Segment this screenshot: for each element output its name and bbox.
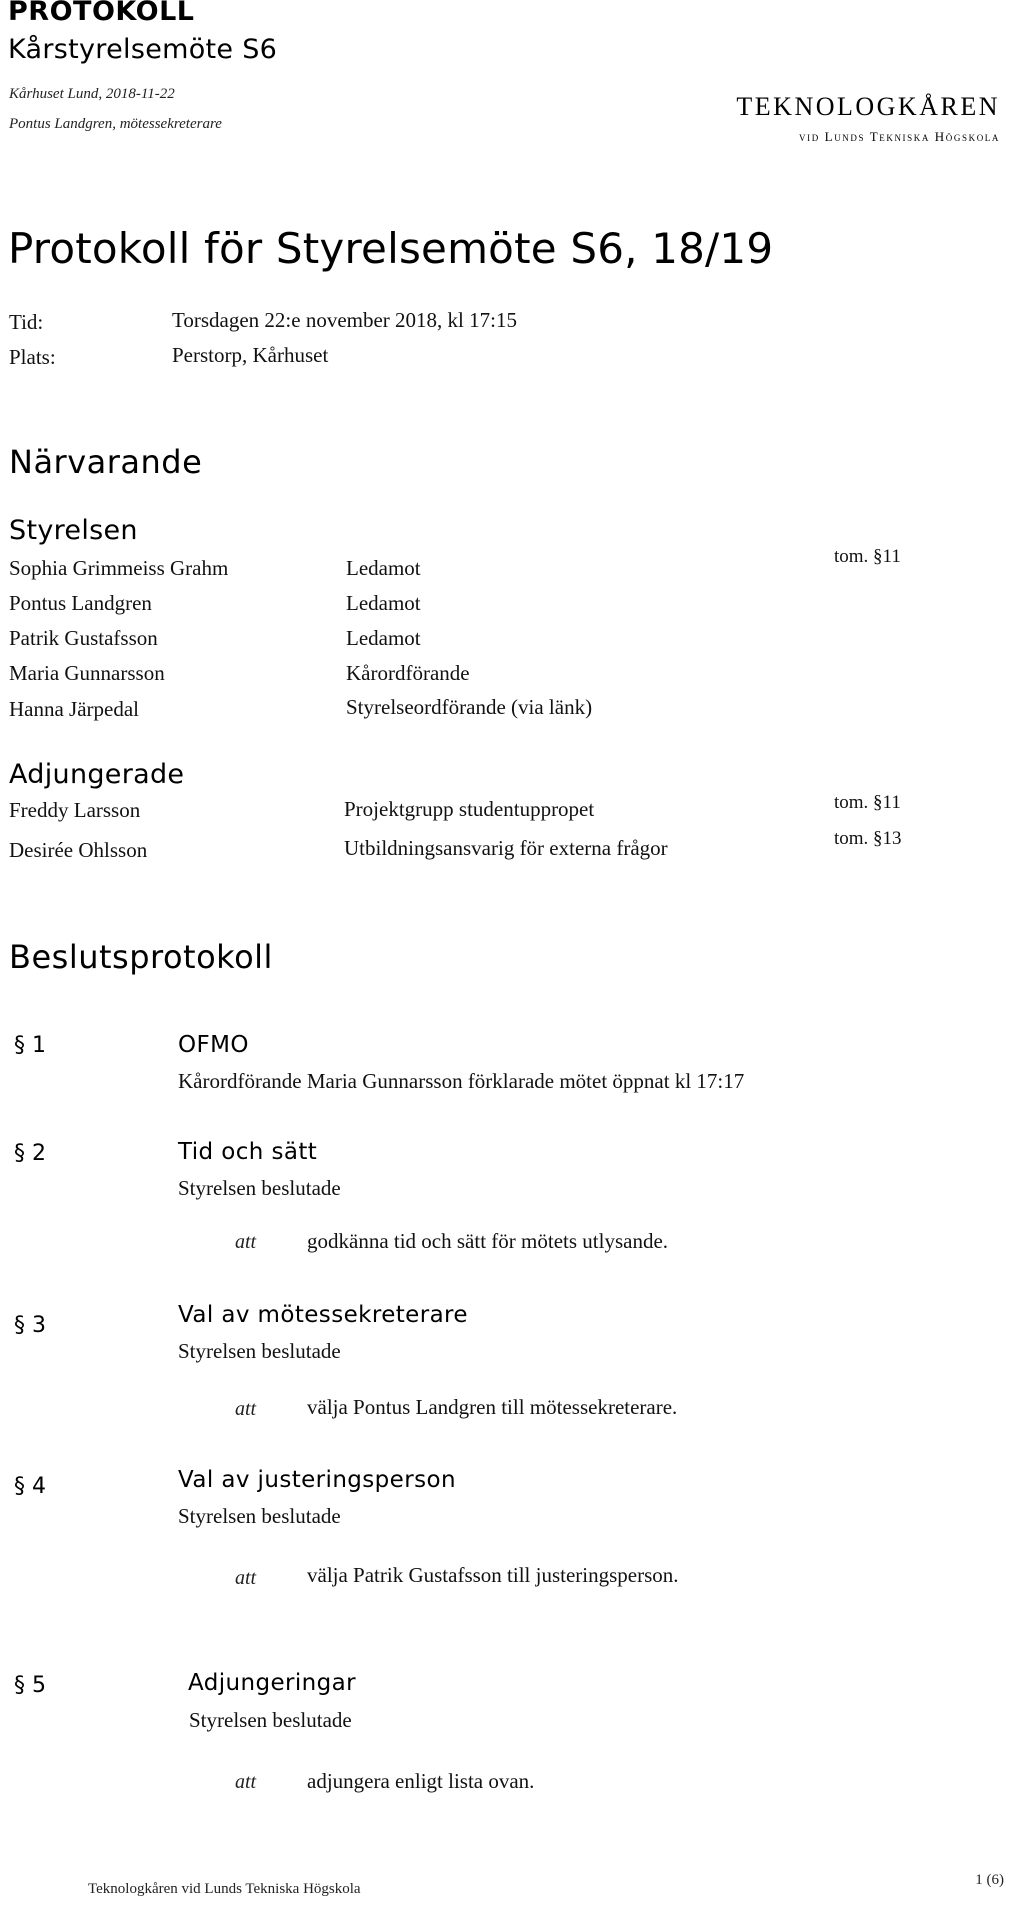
member-name: Sophia Grimmeiss Grahm: [9, 556, 229, 580]
decision-text: välja Pontus Landgren till mötessekreterare.: [307, 1395, 678, 1419]
board-heading: Styrelsen: [9, 515, 138, 546]
adjunct-role: Projektgrupp studentuppropet: [344, 797, 595, 821]
time-value: Torsdagen 22:e november 2018, kl 17:15: [172, 308, 517, 332]
paragraph-body: Styrelsen beslutade: [178, 1339, 341, 1363]
member-name: Patrik Gustafsson: [9, 626, 158, 650]
paragraph-body: Kårordförande Maria Gunnarsson förklarade mötet öppnat kl 17:17: [178, 1069, 745, 1093]
member-name: Hanna Järpedal: [9, 697, 140, 721]
adjunct-name: Desirée Ohlsson: [9, 838, 148, 862]
paragraph-title: OFMO: [178, 1032, 249, 1058]
footer-org: Teknologkåren vid Lunds Tekniska Högskola: [88, 1881, 361, 1897]
att-marker: att: [235, 1398, 257, 1420]
document-title: Protokoll för Styrelsemöte S6, 18/19: [8, 224, 774, 273]
adjunct-note: tom. §11: [834, 792, 901, 813]
paragraph-number: § 1: [14, 1033, 46, 1058]
place-label: Plats:: [9, 345, 56, 369]
attendance-heading: Närvarande: [9, 443, 203, 481]
decisions-heading: Beslutsprotokoll: [9, 938, 273, 976]
place-value: Perstorp, Kårhuset: [172, 343, 329, 367]
org-logo-subtitle: vid Lunds Tekniska Högskola: [799, 129, 1000, 144]
member-role: Ledamot: [346, 591, 421, 615]
member-role: Styrelseordförande (via länk): [346, 695, 593, 719]
paragraph-number: § 3: [14, 1313, 46, 1338]
paragraph-body: Styrelsen beslutade: [189, 1708, 352, 1732]
author-line: Pontus Landgren, mötessekreterare: [9, 116, 222, 132]
decision-text: adjungera enligt lista ovan.: [307, 1769, 535, 1793]
member-role: Ledamot: [346, 626, 421, 650]
member-role: Kårordförande: [346, 661, 470, 685]
paragraph-title: Val av justeringsperson: [178, 1467, 456, 1493]
adjunct-name: Freddy Larsson: [9, 798, 141, 822]
document-type: PROTOKOLL: [8, 0, 195, 27]
paragraph-number: § 5: [14, 1673, 46, 1698]
att-marker: att: [235, 1771, 257, 1793]
org-logo-name: TEKNOLOGKÅREN: [736, 92, 1000, 121]
paragraph-number: § 2: [14, 1141, 46, 1166]
paragraph-body: Styrelsen beslutade: [178, 1176, 341, 1200]
paragraph-body: Styrelsen beslutade: [178, 1504, 341, 1528]
adjunct-heading: Adjungerade: [9, 759, 185, 790]
att-marker: att: [235, 1567, 257, 1589]
paragraph-title: Val av mötessekreterare: [178, 1302, 468, 1328]
page-number: 1 (6): [975, 1872, 1004, 1888]
decision-text: välja Patrik Gustafsson till justeringsperson.: [307, 1563, 679, 1587]
paragraph-title: Adjungeringar: [188, 1670, 356, 1696]
adjunct-note: tom. §13: [834, 828, 902, 849]
att-marker: att: [235, 1231, 257, 1253]
member-name: Pontus Landgren: [9, 591, 152, 615]
meeting-name: Kårstyrelsemöte S6: [8, 34, 278, 65]
adjunct-role: Utbildningsansvarig för externa frågor: [344, 836, 668, 860]
member-role: Ledamot: [346, 556, 421, 580]
decision-text: godkänna tid och sätt för mötets utlysande.: [307, 1229, 669, 1253]
time-label: Tid:: [9, 310, 44, 334]
paragraph-title: Tid och sätt: [178, 1139, 318, 1165]
member-name: Maria Gunnarsson: [9, 661, 165, 685]
paragraph-number: § 4: [14, 1474, 46, 1499]
place-date: Kårhuset Lund, 2018-11-22: [9, 86, 175, 102]
member-note: tom. §11: [834, 546, 901, 567]
